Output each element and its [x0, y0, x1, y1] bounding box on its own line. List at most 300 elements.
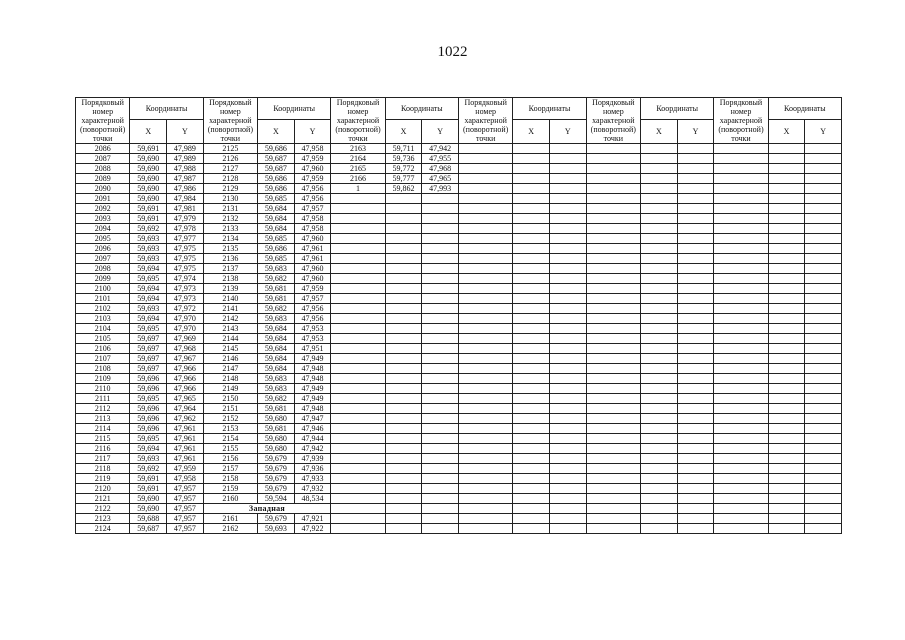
x-cell: 59,694	[130, 294, 167, 304]
point-number-cell	[714, 174, 768, 184]
point-number-cell: 2122	[76, 504, 130, 514]
y-cell: 47,986	[167, 184, 204, 194]
y-cell	[805, 174, 842, 184]
point-number-cell	[458, 224, 512, 234]
y-cell	[805, 434, 842, 444]
y-cell	[805, 474, 842, 484]
y-cell	[677, 474, 714, 484]
y-cell: 47,958	[294, 224, 331, 234]
y-cell: 47,961	[167, 454, 204, 464]
y-cell: 47,958	[294, 144, 331, 154]
y-cell	[550, 324, 587, 334]
y-cell	[677, 344, 714, 354]
y-cell: 47,961	[167, 434, 204, 444]
point-number-cell	[458, 214, 512, 224]
y-cell: 47,993	[422, 184, 459, 194]
y-cell	[422, 384, 459, 394]
point-number-cell	[714, 244, 768, 254]
x-cell	[513, 404, 550, 414]
y-cell	[422, 484, 459, 494]
point-number-cell	[586, 304, 640, 314]
table-row	[76, 334, 842, 344]
x-cell	[768, 184, 805, 194]
y-cell	[422, 304, 459, 314]
y-cell: 47,959	[294, 174, 331, 184]
point-number-cell	[331, 414, 385, 424]
point-number-cell	[714, 474, 768, 484]
x-cell: 59,686	[258, 184, 295, 194]
x-cell	[513, 234, 550, 244]
y-cell	[677, 464, 714, 474]
y-cell	[805, 414, 842, 424]
point-number-cell	[714, 374, 768, 384]
x-cell	[385, 214, 422, 224]
x-cell: 59,690	[130, 154, 167, 164]
y-cell: 47,981	[167, 204, 204, 214]
point-number-cell	[458, 164, 512, 174]
y-cell	[550, 294, 587, 304]
y-cell: 48,534	[294, 494, 331, 504]
point-number-cell	[458, 464, 512, 474]
y-cell: 47,970	[167, 324, 204, 334]
point-number-cell: 2101	[76, 294, 130, 304]
y-cell	[677, 434, 714, 444]
x-cell: 59,696	[130, 424, 167, 434]
point-number-cell	[331, 304, 385, 314]
x-cell	[641, 204, 678, 214]
point-number-cell	[714, 234, 768, 244]
x-cell	[768, 224, 805, 234]
point-number-cell	[331, 474, 385, 484]
x-cell	[385, 264, 422, 274]
x-cell	[641, 344, 678, 354]
point-number-cell	[458, 354, 512, 364]
y-cell	[805, 354, 842, 364]
x-cell: 59,686	[258, 144, 295, 154]
x-cell: 59,694	[130, 284, 167, 294]
point-number-cell: 2115	[76, 434, 130, 444]
x-cell: 59,693	[258, 524, 295, 534]
point-number-cell	[331, 344, 385, 354]
x-cell: 59,696	[130, 374, 167, 384]
point-number-cell: 2109	[76, 374, 130, 384]
point-number-cell	[586, 214, 640, 224]
point-number-cell	[458, 524, 512, 534]
y-cell	[422, 424, 459, 434]
x-cell: 59,684	[258, 224, 295, 234]
y-cell: 47,944	[294, 434, 331, 444]
x-cell: 59,679	[258, 484, 295, 494]
point-number-cell: 2086	[76, 144, 130, 154]
x-cell	[768, 414, 805, 424]
point-number-cell	[586, 364, 640, 374]
point-number-cell: 2159	[203, 484, 257, 494]
point-number-cell: 2149	[203, 384, 257, 394]
y-cell: 47,921	[294, 514, 331, 524]
y-cell	[677, 524, 714, 534]
x-cell	[768, 404, 805, 414]
point-number-cell	[586, 344, 640, 354]
y-cell	[550, 524, 587, 534]
y-cell	[422, 204, 459, 214]
x-cell	[641, 234, 678, 244]
x-cell	[768, 304, 805, 314]
y-cell: 47,966	[167, 364, 204, 374]
point-number-cell	[586, 314, 640, 324]
point-number-cell	[714, 314, 768, 324]
point-number-cell	[714, 394, 768, 404]
point-number-cell: 2091	[76, 194, 130, 204]
x-cell: 59,691	[130, 484, 167, 494]
y-cell: 47,966	[167, 374, 204, 384]
x-cell: 59,682	[258, 304, 295, 314]
x-cell	[513, 364, 550, 374]
y-cell	[550, 494, 587, 504]
point-number-cell	[714, 154, 768, 164]
y-cell: 47,961	[167, 424, 204, 434]
x-cell	[385, 354, 422, 364]
y-cell	[422, 314, 459, 324]
y-cell	[677, 334, 714, 344]
x-cell: 59,696	[130, 384, 167, 394]
point-number-cell	[714, 344, 768, 354]
x-cell	[641, 214, 678, 224]
point-number-cell	[458, 494, 512, 504]
point-number-cell	[331, 294, 385, 304]
point-number-cell	[458, 424, 512, 434]
point-number-cell	[714, 144, 768, 154]
y-cell	[805, 394, 842, 404]
x-cell	[513, 444, 550, 454]
x-cell: 59,683	[258, 384, 295, 394]
point-number-cell	[714, 494, 768, 504]
y-cell	[550, 344, 587, 354]
point-number-cell	[586, 514, 640, 524]
y-cell	[422, 334, 459, 344]
y-cell	[550, 284, 587, 294]
point-number-cell	[586, 384, 640, 394]
point-number-cell: 2155	[203, 444, 257, 454]
x-cell: 59,684	[258, 334, 295, 344]
header-y: Y	[550, 120, 587, 144]
point-number-cell: 2125	[203, 144, 257, 154]
table-row	[76, 314, 842, 324]
point-number-cell	[586, 414, 640, 424]
header-x: X	[385, 120, 422, 144]
x-cell	[768, 274, 805, 284]
y-cell	[550, 354, 587, 364]
table-row	[76, 144, 842, 154]
y-cell: 47,973	[167, 284, 204, 294]
y-cell	[805, 184, 842, 194]
point-number-cell: 2131	[203, 204, 257, 214]
y-cell	[550, 454, 587, 464]
point-number-cell	[458, 254, 512, 264]
x-cell	[385, 494, 422, 504]
x-cell	[513, 474, 550, 484]
y-cell	[677, 374, 714, 384]
y-cell: 47,957	[167, 484, 204, 494]
point-number-cell: 2124	[76, 524, 130, 534]
y-cell	[422, 394, 459, 404]
x-cell	[768, 444, 805, 454]
x-cell	[385, 424, 422, 434]
x-cell	[513, 304, 550, 314]
point-number-cell	[586, 204, 640, 214]
point-number-cell	[586, 324, 640, 334]
x-cell	[513, 514, 550, 524]
y-cell: 47,960	[294, 274, 331, 284]
x-cell	[768, 354, 805, 364]
point-number-cell	[586, 174, 640, 184]
y-cell	[422, 364, 459, 374]
point-number-cell	[458, 414, 512, 424]
y-cell	[805, 164, 842, 174]
header-point-number: Порядковый номер характерной (поворотной) точки	[714, 98, 768, 144]
x-cell: 59,684	[258, 354, 295, 364]
x-cell	[641, 224, 678, 234]
y-cell: 47,949	[294, 384, 331, 394]
y-cell: 47,988	[167, 164, 204, 174]
x-cell	[641, 244, 678, 254]
y-cell	[550, 304, 587, 314]
x-cell: 59,687	[258, 164, 295, 174]
point-number-cell	[458, 274, 512, 284]
x-cell	[385, 414, 422, 424]
y-cell: 47,978	[167, 224, 204, 234]
point-number-cell: 2141	[203, 304, 257, 314]
y-cell	[422, 324, 459, 334]
y-cell	[677, 514, 714, 524]
x-cell	[513, 504, 550, 514]
y-cell	[677, 394, 714, 404]
x-cell: 59,680	[258, 414, 295, 424]
x-cell: 59,683	[258, 374, 295, 384]
y-cell	[805, 254, 842, 264]
y-cell	[422, 274, 459, 284]
x-cell	[513, 484, 550, 494]
y-cell	[550, 204, 587, 214]
point-number-cell	[714, 304, 768, 314]
y-cell	[805, 234, 842, 244]
point-number-cell: 2121	[76, 494, 130, 504]
y-cell	[422, 494, 459, 504]
point-number-cell	[586, 224, 640, 234]
x-cell	[385, 384, 422, 394]
x-cell: 59,692	[130, 224, 167, 234]
x-cell	[513, 214, 550, 224]
y-cell: 47,949	[294, 394, 331, 404]
y-cell	[422, 474, 459, 484]
x-cell	[385, 454, 422, 464]
point-number-cell: 2110	[76, 384, 130, 394]
y-cell	[422, 374, 459, 384]
point-number-cell	[586, 164, 640, 174]
y-cell: 47,989	[167, 154, 204, 164]
y-cell	[677, 354, 714, 364]
x-cell: 59,693	[130, 254, 167, 264]
x-cell	[768, 294, 805, 304]
x-cell	[768, 214, 805, 224]
point-number-cell	[458, 284, 512, 294]
x-cell	[768, 284, 805, 294]
x-cell	[385, 374, 422, 384]
point-number-cell	[331, 274, 385, 284]
y-cell	[805, 514, 842, 524]
x-cell	[513, 164, 550, 174]
point-number-cell: 2099	[76, 274, 130, 284]
x-cell: 59,679	[258, 454, 295, 464]
point-number-cell	[586, 354, 640, 364]
y-cell	[805, 424, 842, 434]
y-cell	[550, 214, 587, 224]
table-row	[76, 264, 842, 274]
table-row	[76, 204, 842, 214]
y-cell	[550, 364, 587, 374]
point-number-cell	[331, 524, 385, 534]
table-row	[76, 224, 842, 234]
x-cell	[641, 254, 678, 264]
point-number-cell	[586, 494, 640, 504]
y-cell: 47,942	[294, 444, 331, 454]
point-number-cell	[586, 504, 640, 514]
point-number-cell: 2152	[203, 414, 257, 424]
point-number-cell: 2164	[331, 154, 385, 164]
x-cell	[768, 164, 805, 174]
x-cell	[641, 284, 678, 294]
point-number-cell	[714, 354, 768, 364]
x-cell: 59,690	[130, 494, 167, 504]
y-cell	[805, 294, 842, 304]
point-number-cell	[331, 374, 385, 384]
table-row	[76, 514, 842, 524]
y-cell: 47,984	[167, 194, 204, 204]
point-number-cell	[586, 294, 640, 304]
y-cell	[422, 224, 459, 234]
point-number-cell	[714, 294, 768, 304]
point-number-cell: 2126	[203, 154, 257, 164]
x-cell: 59,688	[130, 514, 167, 524]
page-number: 1022	[437, 44, 468, 60]
y-cell	[550, 414, 587, 424]
x-cell: 59,594	[258, 494, 295, 504]
point-number-cell: 2158	[203, 474, 257, 484]
y-cell	[550, 404, 587, 414]
table-row	[76, 494, 842, 504]
point-number-cell: 2113	[76, 414, 130, 424]
y-cell	[805, 464, 842, 474]
y-cell: 47,959	[294, 154, 331, 164]
point-number-cell: 2156	[203, 454, 257, 464]
y-cell	[550, 174, 587, 184]
y-cell	[805, 504, 842, 514]
x-cell: 59,693	[130, 234, 167, 244]
table-row	[76, 164, 842, 174]
x-cell	[768, 454, 805, 464]
y-cell: 47,970	[167, 314, 204, 324]
x-cell	[768, 394, 805, 404]
x-cell	[641, 374, 678, 384]
x-cell	[385, 404, 422, 414]
y-cell	[677, 274, 714, 284]
x-cell	[768, 144, 805, 154]
y-cell	[550, 144, 587, 154]
header-y: Y	[805, 120, 842, 144]
y-cell: 47,957	[167, 494, 204, 504]
point-number-cell	[458, 394, 512, 404]
y-cell: 47,958	[167, 474, 204, 484]
x-cell: 59,694	[130, 314, 167, 324]
y-cell	[677, 454, 714, 464]
point-number-cell	[458, 144, 512, 154]
point-number-cell	[586, 474, 640, 484]
point-number-cell: 2128	[203, 174, 257, 184]
x-cell	[768, 264, 805, 274]
y-cell: 47,953	[294, 334, 331, 344]
x-cell: 59,711	[385, 144, 422, 154]
x-cell	[768, 174, 805, 184]
x-cell	[641, 384, 678, 394]
y-cell	[677, 224, 714, 234]
point-number-cell	[586, 334, 640, 344]
x-cell	[385, 464, 422, 474]
point-number-cell: 2092	[76, 204, 130, 214]
y-cell: 47,977	[167, 234, 204, 244]
point-number-cell	[586, 154, 640, 164]
point-number-cell: 2133	[203, 224, 257, 234]
x-cell	[385, 284, 422, 294]
point-number-cell	[458, 334, 512, 344]
point-number-cell	[714, 524, 768, 534]
x-cell	[641, 264, 678, 274]
point-number-cell	[458, 294, 512, 304]
x-cell: 59,685	[258, 194, 295, 204]
x-cell	[513, 324, 550, 334]
x-cell	[768, 424, 805, 434]
y-cell	[422, 414, 459, 424]
point-number-cell: 2150	[203, 394, 257, 404]
point-number-cell: 2134	[203, 234, 257, 244]
y-cell	[805, 484, 842, 494]
y-cell	[677, 144, 714, 154]
x-cell	[385, 244, 422, 254]
point-number-cell	[331, 214, 385, 224]
point-number-cell	[714, 454, 768, 464]
point-number-cell	[586, 194, 640, 204]
point-number-cell: 2100	[76, 284, 130, 294]
x-cell: 59,679	[258, 514, 295, 524]
x-cell	[385, 484, 422, 494]
point-number-cell: 2162	[203, 524, 257, 534]
y-cell: 47,953	[294, 324, 331, 334]
point-number-cell	[586, 254, 640, 264]
table-row	[76, 304, 842, 314]
x-cell: 59,777	[385, 174, 422, 184]
y-cell	[550, 314, 587, 324]
x-cell: 59,679	[258, 474, 295, 484]
x-cell	[641, 444, 678, 454]
y-cell: 47,964	[167, 404, 204, 414]
y-cell: 47,957	[167, 524, 204, 534]
x-cell	[768, 484, 805, 494]
y-cell	[422, 454, 459, 464]
y-cell	[805, 304, 842, 314]
point-number-cell	[586, 374, 640, 384]
table-row	[76, 294, 842, 304]
table-row	[76, 184, 842, 194]
x-cell: 59,682	[258, 394, 295, 404]
point-number-cell: 2163	[331, 144, 385, 154]
